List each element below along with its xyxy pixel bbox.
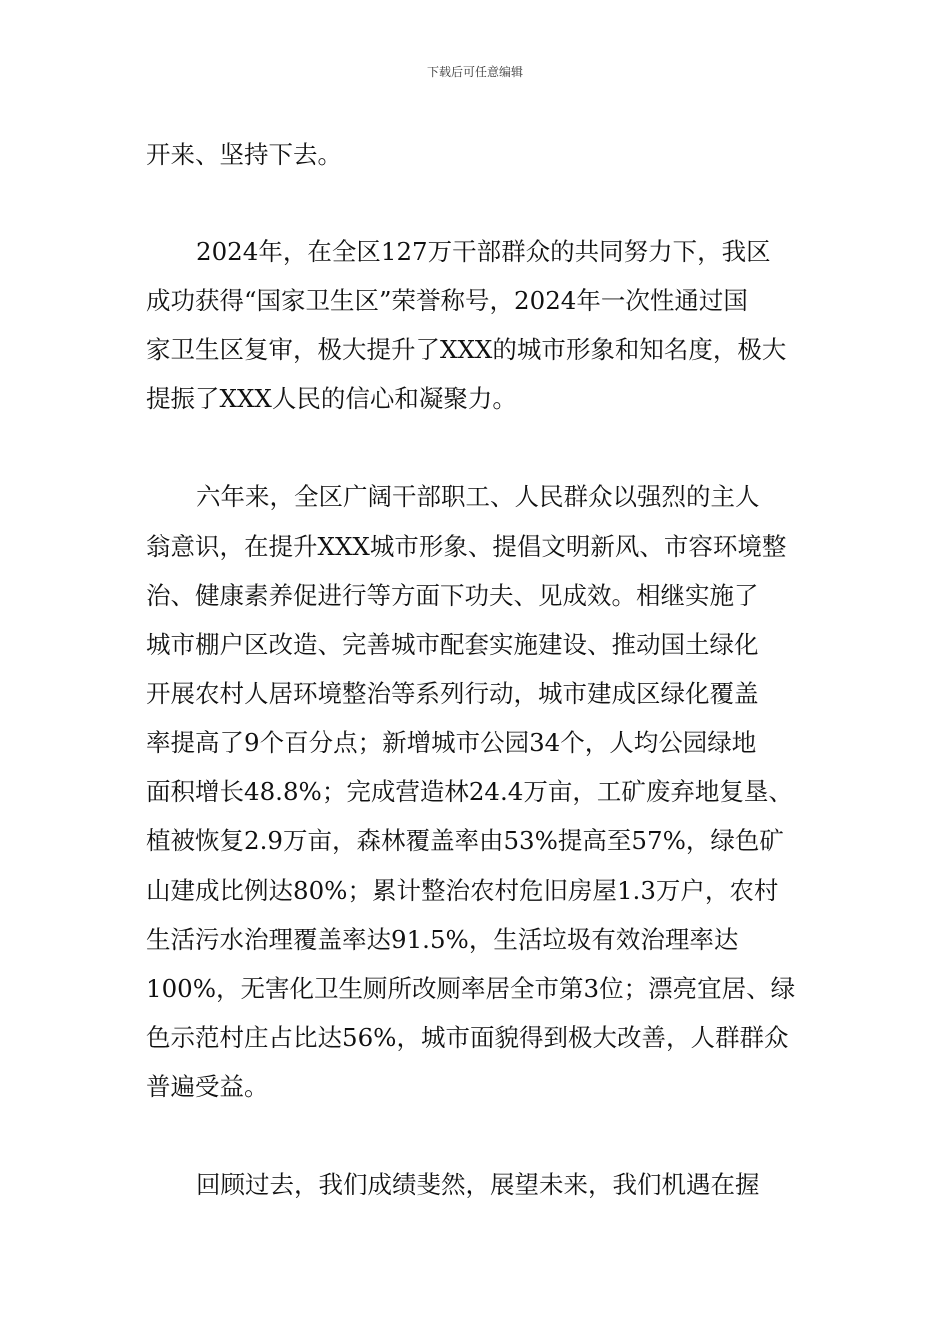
text-line: 率提高了9个百分点；新增城市公园34个，人均公园绿地	[146, 728, 757, 757]
text-line: 2024年，在全区127万干部群众的共同努力下，我区	[196, 237, 771, 266]
text-line: 治、健康素养促进行等方面下功夫、见成效。相继实施了	[146, 581, 759, 610]
text-line: 家卫生区复审，极大提升了XXX的城市形象和知名度，极大	[146, 335, 787, 364]
text-line: 成功获得“国家卫生区”荣誉称号，2024年一次性通过国	[146, 286, 748, 315]
text-line: 城市棚户区改造、完善城市配套实施建设、推动国土绿化	[146, 630, 759, 659]
page-header: 下载后可任意编辑	[426, 65, 523, 79]
text-line: 植被恢复2.9万亩，森林覆盖率由53%提高至57%，绿色矿	[146, 826, 784, 855]
text-line: 六年来，全区广阔干部职工、人民群众以强烈的主人	[196, 482, 760, 511]
text-line: 回顾过去，我们成绩斐然，展望未来，我们机遇在握	[196, 1170, 760, 1199]
text-line: 山建成比例达80%；累计整治农村危旧房屋1.3万户，农村	[146, 876, 779, 905]
text-line: 色示范村庄占比达56%，城市面貌得到极大改善，人群群众	[146, 1023, 789, 1052]
text-line: 100%，无害化卫生厕所改厕率居全市第3位；漂亮宜居、绿	[146, 974, 796, 1003]
text-line: 面积增长48.8%；完成营造林24.4万亩，工矿废弃地复垦、	[146, 777, 793, 806]
text-line: 开展农村人居环境整治等系列行动，城市建成区绿化覆盖	[146, 679, 759, 708]
text-line: 翁意识，在提升XXX城市形象、提倡文明新风、市容环境整	[146, 532, 787, 561]
text-line: 普遍受益。	[146, 1072, 269, 1101]
text-line: 提振了XXX人民的信心和凝聚力。	[146, 384, 517, 413]
text-line: 开来、坚持下去。	[146, 140, 342, 169]
text-line: 生活污水治理覆盖率达91.5%，生活垃圾有效治理率达	[146, 925, 739, 954]
